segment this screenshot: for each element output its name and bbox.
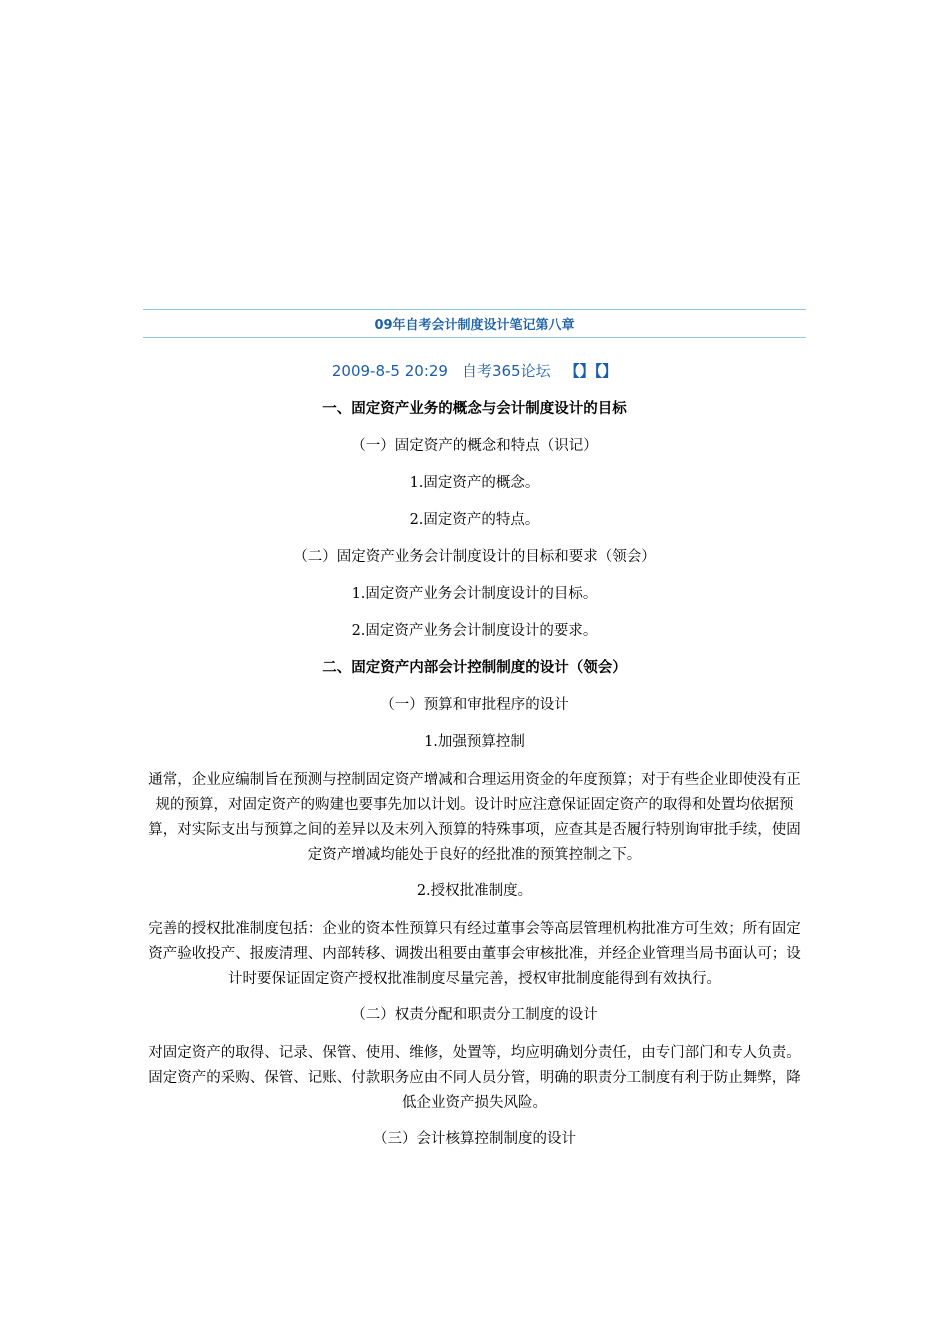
subsection-heading-2-1: （一）预算和审批程序的设计 [380,697,569,713]
item-1-1-1: 1.固定资产的概念。 [409,475,540,491]
article-meta [143,360,806,381]
section-heading-1: 一、固定资产业务的概念与会计制度设计的目标 [322,400,627,417]
item-2-1-2: 2.授权批准制度。 [416,883,533,899]
subsection-heading-1-1: （一）固定资产的概念和特点（识记） [351,438,598,454]
publish-date: 2009-8-5 20:29 [331,362,448,380]
paragraph-authorization: 完善的授权批准制度包括：企业的资本性预算只有经过董事会等高层管理机构批准方可生效；所有固定资产验收投产、报废清理、内部转移、调拨出租要由董事会审核批准，并经企业管理当局书面认可；设计时要保证固定资产授权批准制度尽量完善，授权审批制度能得到有效执行。 [148,921,801,987]
subsection-heading-2-2: （二）权责分配和职责分工制度的设计 [351,1007,598,1023]
subsection-heading-2-3: （三）会计核算控制制度的设计 [373,1131,576,1147]
paragraph-budget-control: 通常，企业应编制旨在预测与控制固定资产增减和合理运用资金的年度预算；对于有些企业即使没有正规的预算，对固定资产的购建也要事先加以计划。设计时应注意保证固定资产的取得和处置均依据预算，对实际支出与预算之间的差异以及末列入预算的特殊事项，应查其是否履行特别询审批手续，使固定资产增减均能处于良好的经批准的预箕控制之下。 [148,772,801,863]
subsection-heading-1-2: （二）固定资产业务会计制度设计的目标和要求（领会） [293,549,656,565]
page-title: 09年自考会计制度设计笔记第八章 [374,318,575,333]
item-1-2-1: 1.固定资产业务会计制度设计的目标。 [351,586,598,602]
title-band [143,309,806,338]
source-link[interactable]: 自考365论坛 [461,362,551,380]
item-1-2-2: 2.固定资产业务会计制度设计的要求。 [351,623,598,639]
section-heading-2: 二、固定资产内部会计控制制度的设计（领会） [322,659,627,676]
item-1-1-2: 2.固定资产的特点。 [409,512,540,528]
article-body [143,398,806,1165]
item-2-1-1: 1.加强预算控制 [424,734,525,750]
paragraph-responsibility: 对固定资产的取得、记录、保管、使用、维修，处置等，均应明确划分责任，由专门部门和专人负责。固定资产的采购、保管、记账、付款职务应由不同人员分管，明确的职责分工制度有利于防止舞弊，降低企业资产损失风险。 [148,1045,801,1111]
bracket-links[interactable]: 【】【】 [564,362,618,380]
